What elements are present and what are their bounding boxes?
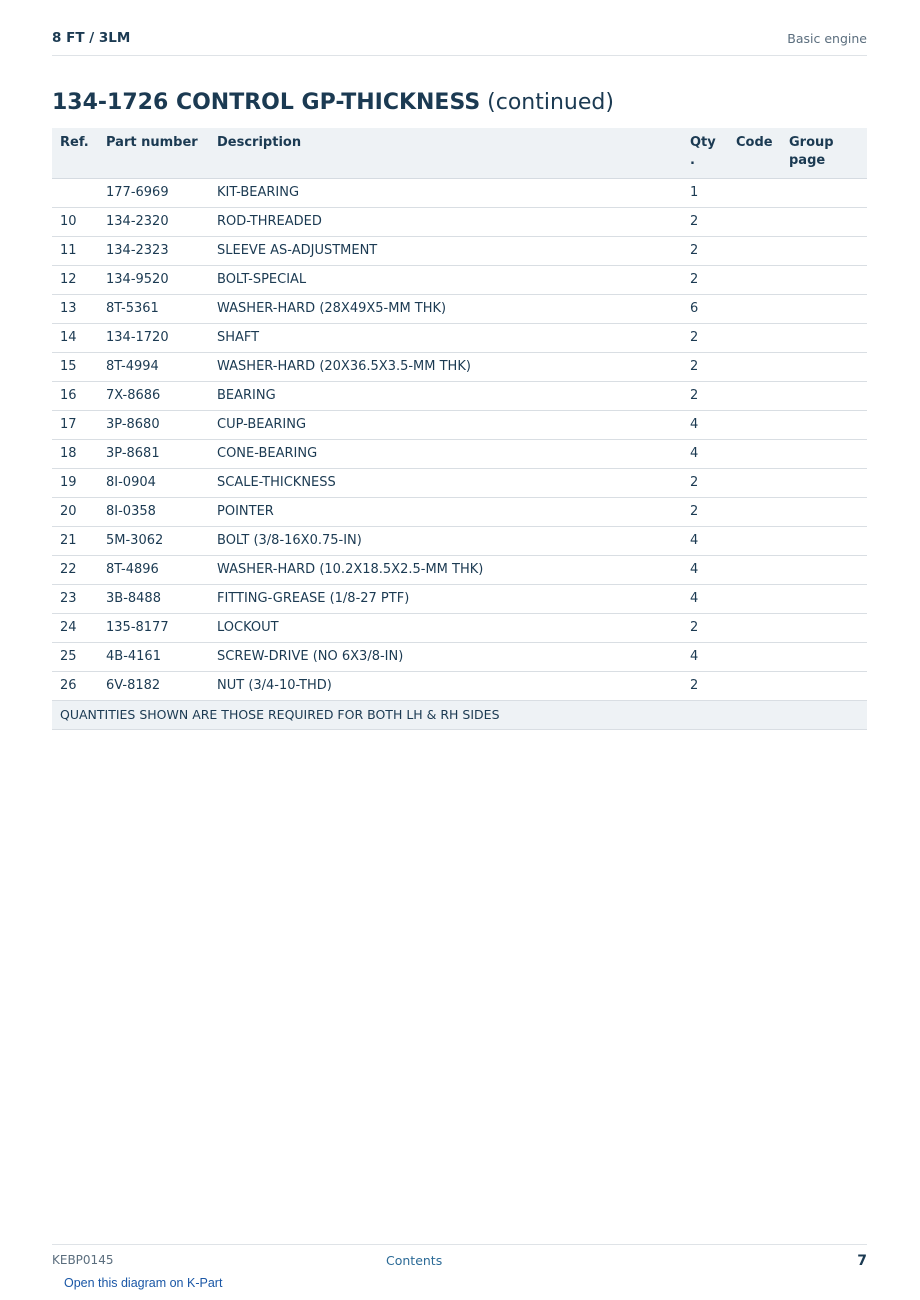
page-header [52, 28, 867, 56]
table-row [52, 208, 867, 237]
col-header-qty: Qty . [682, 128, 728, 179]
table-row [52, 614, 867, 643]
cell-group-page [781, 179, 867, 208]
cell-part-number: 3B-8488 [98, 585, 209, 614]
cell-qty: 2 [682, 266, 728, 295]
cell-ref: 20 [52, 498, 98, 527]
cell-qty: 2 [682, 382, 728, 411]
col-header-code: Code [728, 128, 781, 179]
model-label: 8 FT / 3LM [52, 30, 131, 46]
title-main: 134-1726 CONTROL GP-THICKNESS [52, 90, 481, 115]
col-header-part-number: Part number [98, 128, 209, 179]
cell-code [728, 208, 781, 237]
cell-group-page [781, 556, 867, 585]
cell-description: ROD-THREADED [209, 208, 682, 237]
cell-ref: 14 [52, 324, 98, 353]
cell-qty: 4 [682, 411, 728, 440]
cell-group-page [781, 295, 867, 324]
cell-part-number: 135-8177 [98, 614, 209, 643]
title-suffix: (continued) [480, 90, 614, 115]
table-row [52, 527, 867, 556]
cell-description: BOLT (3/8-16X0.75-IN) [209, 527, 682, 556]
cell-ref: 24 [52, 614, 98, 643]
table-row [52, 353, 867, 382]
cell-part-number: 8I-0358 [98, 498, 209, 527]
cell-code [728, 237, 781, 266]
cell-qty: 2 [682, 324, 728, 353]
cell-part-number: 134-2320 [98, 208, 209, 237]
cell-ref: 13 [52, 295, 98, 324]
table-row [52, 266, 867, 295]
cell-qty: 2 [682, 672, 728, 701]
cell-group-page [781, 614, 867, 643]
cell-description: BOLT-SPECIAL [209, 266, 682, 295]
cell-qty: 4 [682, 556, 728, 585]
cell-part-number: 134-9520 [98, 266, 209, 295]
col-header-description: Description [209, 128, 682, 179]
cell-code [728, 353, 781, 382]
cell-part-number: 134-1720 [98, 324, 209, 353]
cell-code [728, 179, 781, 208]
cell-group-page [781, 498, 867, 527]
cell-part-number: 7X-8686 [98, 382, 209, 411]
cell-part-number: 6V-8182 [98, 672, 209, 701]
cell-qty: 2 [682, 353, 728, 382]
cell-description: POINTER [209, 498, 682, 527]
cell-ref: 25 [52, 643, 98, 672]
cell-code [728, 527, 781, 556]
cell-ref: 19 [52, 469, 98, 498]
table-row [52, 469, 867, 498]
cell-description: CUP-BEARING [209, 411, 682, 440]
cell-ref: 10 [52, 208, 98, 237]
cell-group-page [781, 353, 867, 382]
cell-code [728, 614, 781, 643]
cell-part-number: 3P-8680 [98, 411, 209, 440]
cell-qty: 4 [682, 527, 728, 556]
document-code: KEBP0145 [52, 1253, 114, 1267]
col-header-ref: Ref. [52, 128, 98, 179]
cell-ref: 26 [52, 672, 98, 701]
cell-ref: 23 [52, 585, 98, 614]
cell-qty: 4 [682, 585, 728, 614]
cell-ref: 11 [52, 237, 98, 266]
cell-group-page [781, 266, 867, 295]
parts-table-body [52, 179, 867, 730]
cell-part-number: 8I-0904 [98, 469, 209, 498]
cell-qty: 4 [682, 643, 728, 672]
cell-qty: 2 [682, 208, 728, 237]
table-row [52, 585, 867, 614]
cell-part-number: 177-6969 [98, 179, 209, 208]
table-row [52, 643, 867, 672]
cell-ref: 16 [52, 382, 98, 411]
cell-description: SCALE-THICKNESS [209, 469, 682, 498]
cell-part-number: 4B-4161 [98, 643, 209, 672]
table-row [52, 382, 867, 411]
cell-description: KIT-BEARING [209, 179, 682, 208]
cell-group-page [781, 237, 867, 266]
cell-qty: 6 [682, 295, 728, 324]
parts-table [52, 128, 867, 730]
cell-code [728, 382, 781, 411]
table-row [52, 498, 867, 527]
page-number: 7 [857, 1253, 867, 1269]
cell-part-number: 8T-4896 [98, 556, 209, 585]
section-label: Basic engine [787, 31, 867, 46]
cell-ref [52, 179, 98, 208]
cell-description: SHAFT [209, 324, 682, 353]
cell-code [728, 498, 781, 527]
cell-description: FITTING-GREASE (1/8-27 PTF) [209, 585, 682, 614]
cell-qty: 2 [682, 469, 728, 498]
cell-code [728, 295, 781, 324]
cell-code [728, 469, 781, 498]
cell-qty: 2 [682, 237, 728, 266]
cell-ref: 21 [52, 527, 98, 556]
table-row [52, 179, 867, 208]
cell-ref: 17 [52, 411, 98, 440]
table-row [52, 556, 867, 585]
table-row [52, 295, 867, 324]
cell-code [728, 585, 781, 614]
cell-description: NUT (3/4-10-THD) [209, 672, 682, 701]
cell-code [728, 672, 781, 701]
table-row [52, 440, 867, 469]
cell-ref: 15 [52, 353, 98, 382]
cell-qty: 2 [682, 614, 728, 643]
cell-description: SCREW-DRIVE (NO 6X3/8-IN) [209, 643, 682, 672]
cell-group-page [781, 469, 867, 498]
cell-part-number: 134-2323 [98, 237, 209, 266]
cell-group-page [781, 585, 867, 614]
cell-group-page [781, 527, 867, 556]
page-footer [52, 1244, 867, 1275]
cell-description: CONE-BEARING [209, 440, 682, 469]
cell-ref: 22 [52, 556, 98, 585]
table-note: QUANTITIES SHOWN ARE THOSE REQUIRED FOR BOTH LH & RH SIDES [52, 701, 867, 730]
cell-description: WASHER-HARD (10.2X18.5X2.5-MM THK) [209, 556, 682, 585]
cell-part-number: 8T-4994 [98, 353, 209, 382]
cell-description: LOCKOUT [209, 614, 682, 643]
table-note-row [52, 701, 867, 730]
table-row [52, 237, 867, 266]
cell-code [728, 440, 781, 469]
cell-code [728, 324, 781, 353]
cell-description: BEARING [209, 382, 682, 411]
cell-group-page [781, 324, 867, 353]
cell-part-number: 5M-3062 [98, 527, 209, 556]
cell-group-page [781, 382, 867, 411]
cell-ref: 12 [52, 266, 98, 295]
cell-description: SLEEVE AS-ADJUSTMENT [209, 237, 682, 266]
col-header-group-page: Group page [781, 128, 867, 179]
cell-description: WASHER-HARD (28X49X5-MM THK) [209, 295, 682, 324]
cell-qty: 4 [682, 440, 728, 469]
table-row [52, 324, 867, 353]
cell-code [728, 556, 781, 585]
kpart-diagram-link[interactable]: Open this diagram on K-Part [64, 1276, 223, 1290]
cell-group-page [781, 411, 867, 440]
contents-link[interactable]: Contents [386, 1253, 443, 1268]
cell-code [728, 643, 781, 672]
cell-description: WASHER-HARD (20X36.5X3.5-MM THK) [209, 353, 682, 382]
cell-code [728, 266, 781, 295]
table-row [52, 411, 867, 440]
table-row [52, 672, 867, 701]
cell-part-number: 3P-8681 [98, 440, 209, 469]
cell-qty: 2 [682, 498, 728, 527]
cell-group-page [781, 208, 867, 237]
page-title [52, 90, 614, 115]
cell-qty: 1 [682, 179, 728, 208]
cell-group-page [781, 672, 867, 701]
cell-code [728, 411, 781, 440]
cell-ref: 18 [52, 440, 98, 469]
table-header-row [52, 128, 867, 179]
cell-group-page [781, 643, 867, 672]
cell-part-number: 8T-5361 [98, 295, 209, 324]
cell-group-page [781, 440, 867, 469]
